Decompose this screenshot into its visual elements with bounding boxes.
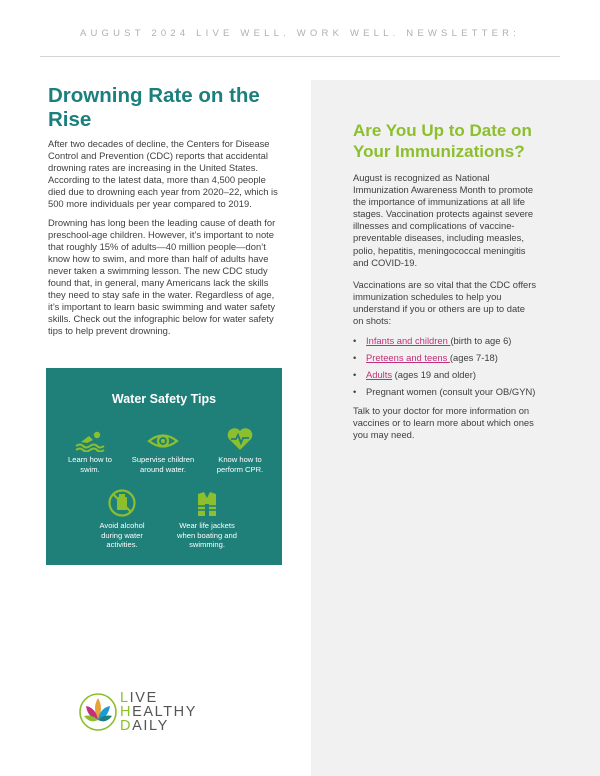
infographic-title: Water Safety Tips [111, 392, 217, 406]
list-item [353, 386, 538, 398]
logo-line [120, 691, 197, 705]
water-safety-infographic [46, 368, 282, 565]
immunization-schedule-list [353, 335, 538, 398]
immunization-column [353, 120, 538, 447]
logo-wordmark [120, 691, 197, 733]
logo-initial: L [120, 690, 130, 706]
sidebar-body [353, 172, 538, 441]
tip-label: Supervise children around water. [131, 455, 195, 474]
logo-line [120, 719, 197, 733]
newsletter-header: AUGUST 2024 LIVE WELL. WORK WELL. NEWSLETTER: [79, 28, 521, 39]
logo-word: IVE [129, 690, 158, 706]
tip-label: Know how to perform CPR. [216, 455, 264, 474]
tip-wear-life-jackets [172, 490, 242, 550]
bullet: • [353, 335, 357, 347]
heart-pulse-icon [226, 426, 254, 452]
bullet: • [353, 352, 357, 364]
tip-avoid-alcohol [92, 488, 152, 550]
list-item-detail: Pregnant women (consult your OB/GYN) [366, 386, 536, 398]
life-jacket-icon [194, 490, 220, 518]
sidebar-title: Are You Up to Date on Your Immunizations? [353, 121, 532, 161]
tip-label: Wear life jackets when boating and swimming. [177, 521, 237, 549]
list-item [353, 335, 538, 347]
tip-supervise-children [128, 430, 198, 474]
list-item-detail: (birth to age 6) [450, 335, 512, 347]
infants-children-link[interactable]: Infants and children [366, 335, 451, 347]
sidebar-closing: Talk to your doctor for more information on vaccines or to learn more about which ones you may need. [353, 404, 534, 440]
live-healthy-daily-logo [78, 688, 198, 740]
list-item [353, 352, 538, 364]
article-column [48, 84, 286, 344]
swimmer-icon [73, 430, 107, 452]
header-divider [40, 56, 560, 57]
tip-know-cpr [212, 426, 268, 474]
tip-label: Avoid alcohol during water activities. [99, 521, 145, 549]
no-alcohol-icon [107, 488, 137, 518]
article-paragraph-1: After two decades of decline, the Centers for Disease Control and Prevention (CDC) reports that accidental drowning rates are increasing in the United States. According to the latest data, more than 4,500 people died due to drowning each year from 2020–22, which is 500 more individuals per year compared to 2019. [48, 138, 278, 210]
logo-line [120, 705, 197, 719]
bullet: • [353, 369, 357, 381]
logo-word: AILY [132, 718, 169, 734]
logo-initial: H [120, 704, 133, 720]
list-item [353, 369, 538, 381]
logo-initial: D [120, 718, 133, 734]
sidebar-lead: Vaccinations are so vital that the CDC offers immunization schedules to help you understand if you or others are up to date on shots: [353, 278, 537, 327]
list-item-detail: (ages 7-18) [449, 352, 498, 364]
eye-icon [146, 430, 180, 452]
adults-link[interactable]: Adults [366, 369, 393, 381]
article-paragraph-2: Drowning has long been the leading cause of death for preschool-age children. However, it’s important to note that roughly 15% of adults—40 million people—don’t know how to swim, and more than half of adults have never taken a swimming lesson. The new CDC study found that, in general, many Americans lack the skills they need to stay safe in the water. Regardless of age, it’s important to learn basic swimming and water safety skills. Check out the infographic below for water safety tips to help prevent drowning. [48, 216, 276, 337]
sidebar-intro: August is recognized as National Immunization Awareness Month to promote the importance of immunizations at all life stages. Vaccination protects against severe illnesses and complications of vaccine-preventable diseases, including measles, polio, hepatitis, meningococcal meningitis and COVID-19. [353, 172, 534, 268]
bullet: • [353, 386, 357, 398]
logo-word: EALTHY [132, 704, 198, 720]
lotus-icon [78, 690, 118, 734]
article-title: Drowning Rate on the Rise [48, 84, 260, 131]
tip-learn-to-swim [64, 430, 116, 474]
tip-label: Learn how to swim. [68, 455, 112, 474]
list-item-detail: (ages 19 and older) [392, 369, 476, 381]
preteens-teens-link[interactable]: Preteens and teens [366, 352, 450, 364]
article-body [48, 138, 286, 338]
